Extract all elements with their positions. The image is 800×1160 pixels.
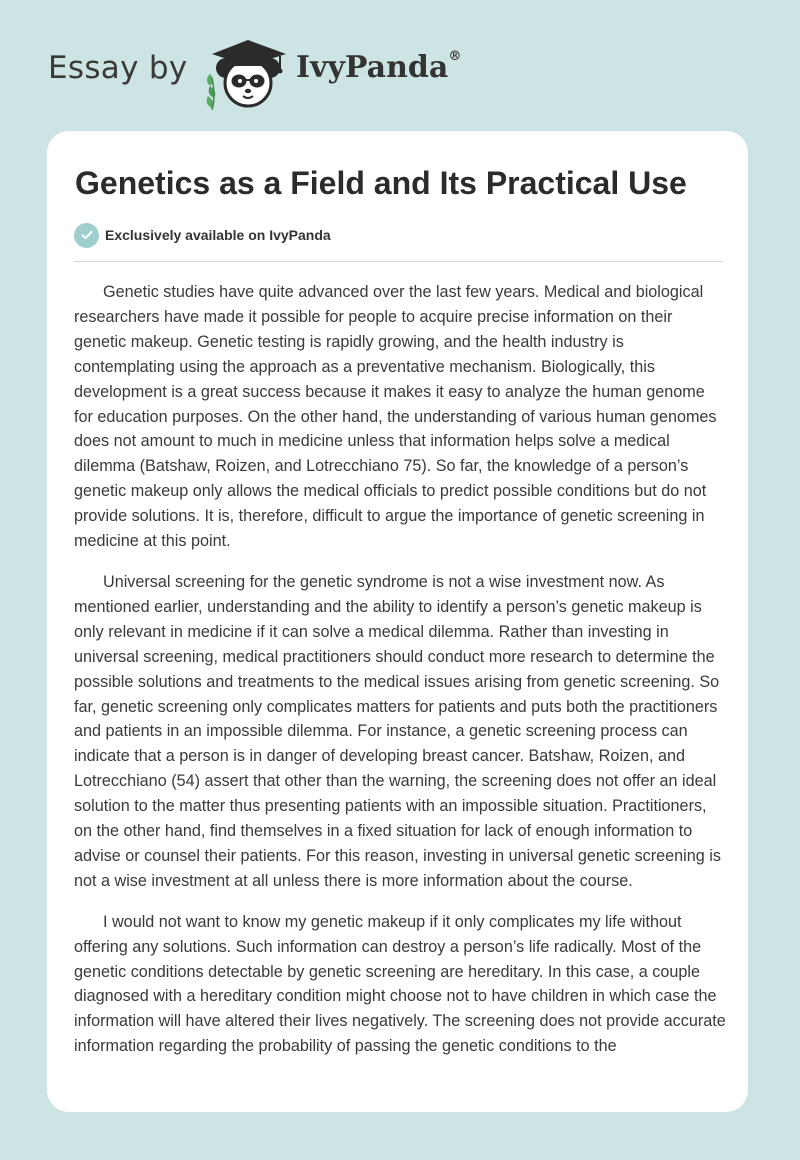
page-title: Genetics as a Field and Its Practical Use — [75, 165, 687, 201]
exclusive-badge — [74, 222, 331, 248]
paragraph: Genetic studies have quite advanced over the last few years. Medical and biological researchers have made it possible for people to acquire precise information on their genetic makeup. Genetic testing is rapidly growing, and the health industry is contemplating using the approach as a preventative mechanism. Biologically, this development is a great success because it makes it easy to analyze the human genome for education purposes. On the other hand, the understanding of various human genomes does not amount to much in medicine unless that information helps solve a medical dilemma (Batshaw, Roizen, and Lotrecchiano 75). So far, the knowledge of a person’s genetic makeup only allows the medical officials to predict possible conditions but do not provide solutions. It is, therefore, difficult to argue the importance of genetic screening in medicine at this point. — [74, 283, 717, 551]
registered-mark: ® — [448, 49, 462, 64]
check-circle-icon — [74, 223, 99, 248]
brand-name[interactable]: IvyPanda® — [296, 49, 462, 85]
exclusive-badge-label: Exclusively available on IvyPanda — [105, 227, 331, 243]
paragraph: Universal screening for the genetic syndrome is not a wise investment now. As mentioned earlier, understanding and the ability to identify a person’s genetic makeup is only relevant in medicine if it can solve a medical dilemma. Rather than investing in universal screening, medical practitioners should conduct more research to determine the possible solutions and treatments to the medical issues arising from genetic screening. So far, genetic screening only complicates matters for patients and puts both the practitioners and patients in an impossible dilemma. For instance, a genetic screening process can indicate that a person is in danger of developing breast cancer. Batshaw, Roizen, and Lotrecchiano (54) assert that other than the warning, the screening does not offer an ideal solution to the matter thus presenting patients with an impossible situation. Practitioners, on the other hand, find themselves in a fixed situation for lack of enough information to advise or counsel their patients. For this reason, investing in universal genetic screening is not a wise investment at all unless there is more information about the course. — [74, 572, 721, 890]
essay-by-label: Essay by — [48, 50, 188, 86]
essay-body — [74, 280, 727, 1075]
paragraph: I would not want to know my genetic makeup if it only complicates my life without offering any solutions. Such information can destroy a person’s life radically. Most of the genetic conditions detectable by genetic screening are hereditary. In this case, a couple diagnosed with a hereditary condition might choose not to have children in which case the information will have altered their lives negatively. The screening does not provide accurate information regarding the probability of passing the genetic conditions to the — [74, 912, 726, 1056]
panda-graduate-icon[interactable] — [200, 36, 292, 110]
essay-card — [47, 131, 748, 1112]
divider — [74, 261, 723, 262]
site-header — [0, 0, 800, 130]
